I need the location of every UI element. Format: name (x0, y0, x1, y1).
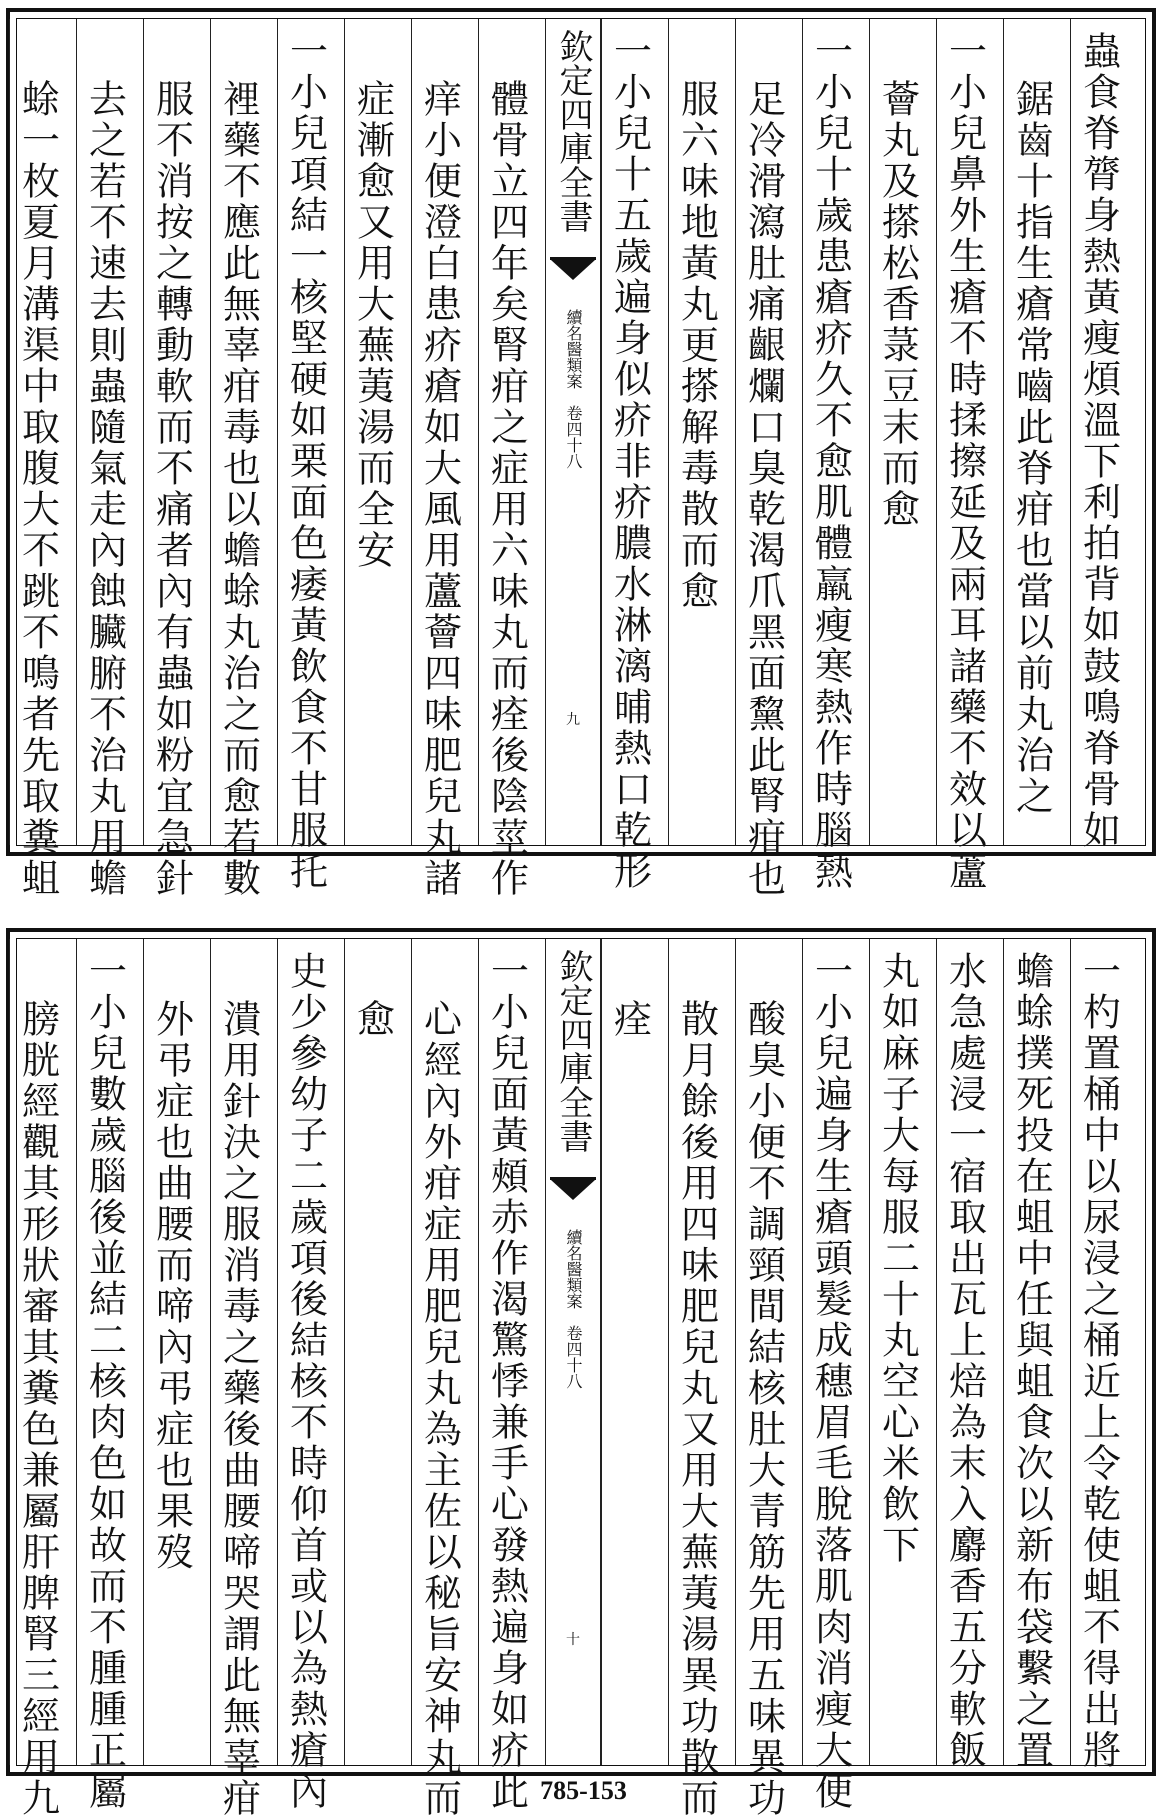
text-column (936, 939, 992, 1771)
text-column (344, 939, 400, 1765)
page-top (6, 8, 1156, 899)
volume: 卷四十八 (564, 405, 583, 469)
page-top-frame (15, 18, 1146, 899)
text-column (411, 939, 467, 1819)
text-column (601, 19, 657, 892)
column-text: 一小兒面黃頰赤作渴驚悸兼手心發熱遍身如疥此 (484, 951, 529, 1812)
text-column (735, 19, 791, 899)
volume: 卷四十八 (564, 1325, 583, 1389)
text-column (735, 939, 791, 1819)
text-column (9, 939, 65, 1819)
column-text: 蟾蜍撲死投在蛆中任與蛆食次以新布袋繫之置 (1009, 951, 1054, 1771)
text-column (869, 939, 925, 1765)
text-column (411, 19, 467, 899)
book-title: 欽定四庫全書 (553, 949, 593, 1153)
column-text: 服不消按之轉動軟而不痛者內有蟲如粉宜急針 (149, 79, 194, 899)
center-fold (545, 19, 601, 845)
fishtail-mark (550, 257, 596, 288)
leaf-number: 十 (566, 1632, 580, 1648)
column-text: 一小兒十五歲遍身似疥非疥膿水淋漓晡熱口乾形 (607, 31, 652, 892)
column-text: 服六味地黃丸更搽解毒散而愈 (674, 79, 719, 612)
subtitle: 續名醫類案 (564, 309, 583, 389)
text-column (936, 19, 992, 892)
text-column (1003, 19, 1059, 845)
text-column (143, 19, 199, 899)
text-column (1070, 19, 1126, 851)
text-column (668, 939, 724, 1819)
column-text: 痊 (607, 999, 652, 1040)
text-column (869, 19, 925, 845)
text-column (76, 939, 132, 1812)
text-column (76, 19, 132, 899)
leaf-number: 九 (566, 712, 580, 728)
column-text: 丸如麻子大每服二十丸空心米飲下 (875, 951, 920, 1566)
column-text: 外弔症也曲腰而啼內弔症也果歿 (149, 999, 194, 1573)
column-text: 一小兒十歲患瘡疥久不愈肌體羸瘦寒熱作時腦熱 (808, 31, 853, 892)
text-column (601, 939, 657, 1765)
text-column (210, 19, 266, 899)
text-column (1070, 939, 1126, 1771)
book-title: 欽定四庫全書 (553, 29, 593, 233)
column-text: 愈 (350, 999, 395, 1040)
column-text: 蜍一枚夏月溝渠中取腹大不跳不鳴者先取糞蛆 (15, 79, 60, 899)
fishtail-mark (550, 1177, 596, 1208)
column-text: 體骨立四年矣腎疳之症用六味丸而痊後陰莖作 (484, 79, 529, 899)
text-column (478, 19, 534, 899)
text-column (210, 939, 266, 1819)
text-column (344, 19, 400, 845)
column-text: 足冷滑瀉肚痛齦爛口臭乾渴爪黑面黧此腎疳也 (741, 79, 786, 899)
column-text: 鋸齒十指生瘡常嚙此脊疳也當以前丸治之 (1009, 79, 1054, 817)
column-text: 水急處浸一宿取出瓦上焙為末入麝香五分軟飯 (942, 951, 987, 1771)
page-footer-number: 785-153 (540, 1776, 627, 1805)
column-text: 酸臭小便不調頸間結核肚大青筋先用五味異功 (741, 999, 786, 1819)
column-text: 散月餘後用四味肥兒丸又用大蕪荑湯異功散而 (674, 999, 719, 1819)
column-text: 痒小便澄白患疥瘡如大風用蘆薈四味肥兒丸諸 (417, 79, 462, 899)
column-text: 症漸愈又用大蕪荑湯而全安 (350, 79, 395, 571)
column-text: 裡藥不應此無辜疳毒也以蟾蜍丸治之而愈若數 (216, 79, 261, 899)
column-text: 一小兒數歲腦後並結二核肉色如故而不腫腫正屬 (82, 951, 127, 1812)
text-column (478, 939, 534, 1812)
text-column (143, 939, 199, 1765)
column-text: 薈丸及搽松香菉豆末而愈 (875, 79, 920, 530)
column-text: 一杓置桶中以尿浸之桶近上令乾使蛆不得出將 (1076, 951, 1121, 1771)
subtitle-volume (564, 309, 582, 469)
column-text: 膀胱經觀其形狀審其糞色兼屬肝脾腎三經用九 (15, 999, 60, 1819)
text-column (802, 19, 858, 892)
subtitle-volume (564, 1229, 582, 1389)
column-text: 一小兒鼻外生瘡不時揉擦延及兩耳諸藥不效以蘆 (942, 31, 987, 892)
text-column (802, 939, 858, 1812)
text-column (9, 19, 65, 899)
text-column (277, 939, 333, 1812)
subtitle: 續名醫類案 (564, 1229, 583, 1309)
column-text: 一小兒遍身生瘡頭髮成穗眉毛脫落肌肉消瘦大便 (808, 951, 853, 1812)
column-text: 史少參幼子二歲項後結核不時仰首或以為熱瘡內 (283, 951, 328, 1812)
column-text: 潰用針決之服消毒之藥後曲腰啼哭謂此無辜疳 (216, 999, 261, 1819)
column-text: 蟲食脊膂身熱黃瘦煩溫下利拍背如鼓鳴脊骨如 (1076, 31, 1121, 851)
column-text: 去之若不速去則蟲隨氣走內蝕臟腑不治丸用蟾 (82, 79, 127, 899)
column-text: 一小兒項結一核堅硬如栗面色痿黃飲食不甘服托 (283, 31, 328, 892)
center-fold (545, 939, 601, 1765)
column-text: 心經內外疳症用肥兒丸為主佐以秘旨安神丸而 (417, 999, 462, 1819)
text-column (1003, 939, 1059, 1771)
text-column (668, 19, 724, 845)
text-column (277, 19, 333, 892)
